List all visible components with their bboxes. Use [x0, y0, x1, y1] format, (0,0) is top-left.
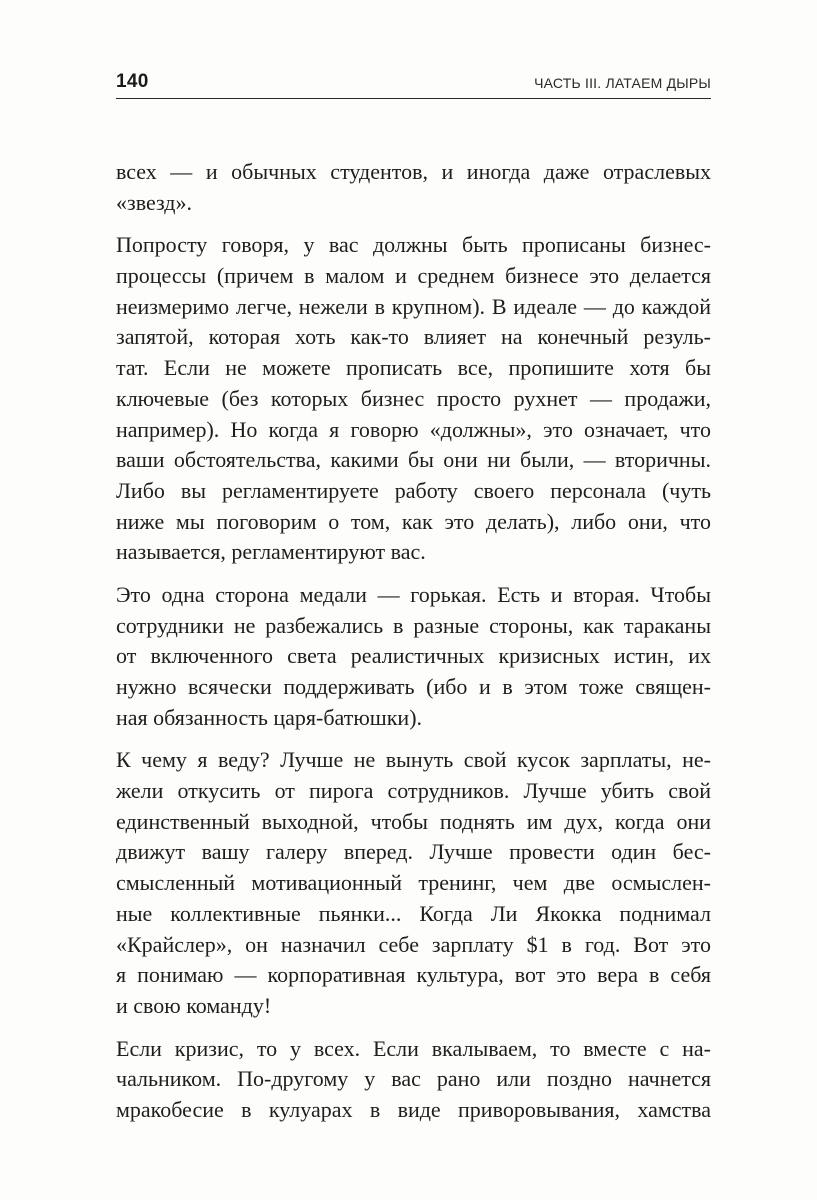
text-line: смысленный мотивационный тренинг, чем две осмыслен- [116, 870, 711, 896]
paragraph [116, 157, 711, 218]
text-line: движут вашу галеру вперед. Лучше провести один бес- [116, 839, 711, 865]
text-line: ключевые (без которых бизнес просто рухнет — продажи, [116, 385, 711, 411]
text-line: Это одна сторона медали — горькая. Есть и вторая. Чтобы [116, 581, 711, 607]
running-head: ЧАСТЬ III. ЛАТАЕМ ДЫРЫ [534, 75, 711, 91]
text-line: «звезд». [116, 189, 192, 215]
text-line: неизмеримо легче, нежели в крупном). В идеале — до каждой [116, 293, 711, 319]
text-line: всех — и обычных студентов, и иногда даже отраслевых [116, 159, 711, 184]
text-line: жели откусить от пирога сотрудников. Лучше убить свой [116, 778, 711, 804]
text-line: Если кризис, то у всех. Если вкалываем, то вместе с на- [116, 1035, 711, 1061]
page-number: 140 [116, 71, 149, 92]
body-text [116, 157, 711, 1138]
page-header [116, 68, 711, 99]
text-line: ниже мы поговорим о том, как это делать), либо они, что [116, 508, 711, 534]
text-line: ные коллективные пьянки... Когда Ли Якокка поднимал [116, 900, 711, 926]
text-line: запятой, которая хоть как-то влияет на конечный резуль- [116, 324, 711, 350]
paragraph [116, 745, 711, 1021]
paragraph [116, 230, 711, 568]
text-line: сотрудники не разбежались в разные стороны, как тараканы [116, 612, 711, 638]
text-line: единственный выходной, чтобы поднять им дух, когда они [116, 808, 711, 834]
text-line: нужно всячески поддерживать (ибо и в этом тоже священ- [116, 674, 711, 699]
text-line: например). Но когда я говорю «должны», это означает, что [116, 416, 711, 442]
text-line: мракобесие в кулуарах в виде приворовывания, хамства [116, 1096, 711, 1122]
text-line: ная обязанность царя-батюшки). [116, 704, 423, 730]
text-line: от включенного света реалистичных кризисных истин, их [116, 643, 711, 669]
paragraph [116, 580, 711, 733]
text-line: Попросту говоря, у вас должны быть прописаны бизнес- [116, 232, 711, 258]
paragraph [116, 1034, 711, 1126]
text-line: чальником. По-другому у вас рано или поздно начнется [116, 1066, 711, 1092]
text-line: называется, регламентируют вас. [116, 539, 426, 565]
text-line: тат. Если не можете прописать все, пропишите хотя бы [116, 355, 711, 381]
text-line: К чему я веду? Лучше не вынуть свой кусок зарплаты, не- [116, 747, 711, 773]
text-line: Либо вы регламентируете работу своего персонала (чуть [116, 477, 711, 503]
text-line: ваши обстоятельства, какими бы они ни были, — вторичны. [116, 447, 711, 473]
text-line: «Крайслер», он назначил себе зарплату $1 в год. Вот это [116, 931, 711, 957]
text-line: процессы (причем в малом и среднем бизнесе это делается [116, 263, 711, 289]
text-line: я понимаю — корпоративная культура, вот это вера в себя [116, 962, 711, 988]
text-line: и свою команду! [116, 992, 272, 1018]
